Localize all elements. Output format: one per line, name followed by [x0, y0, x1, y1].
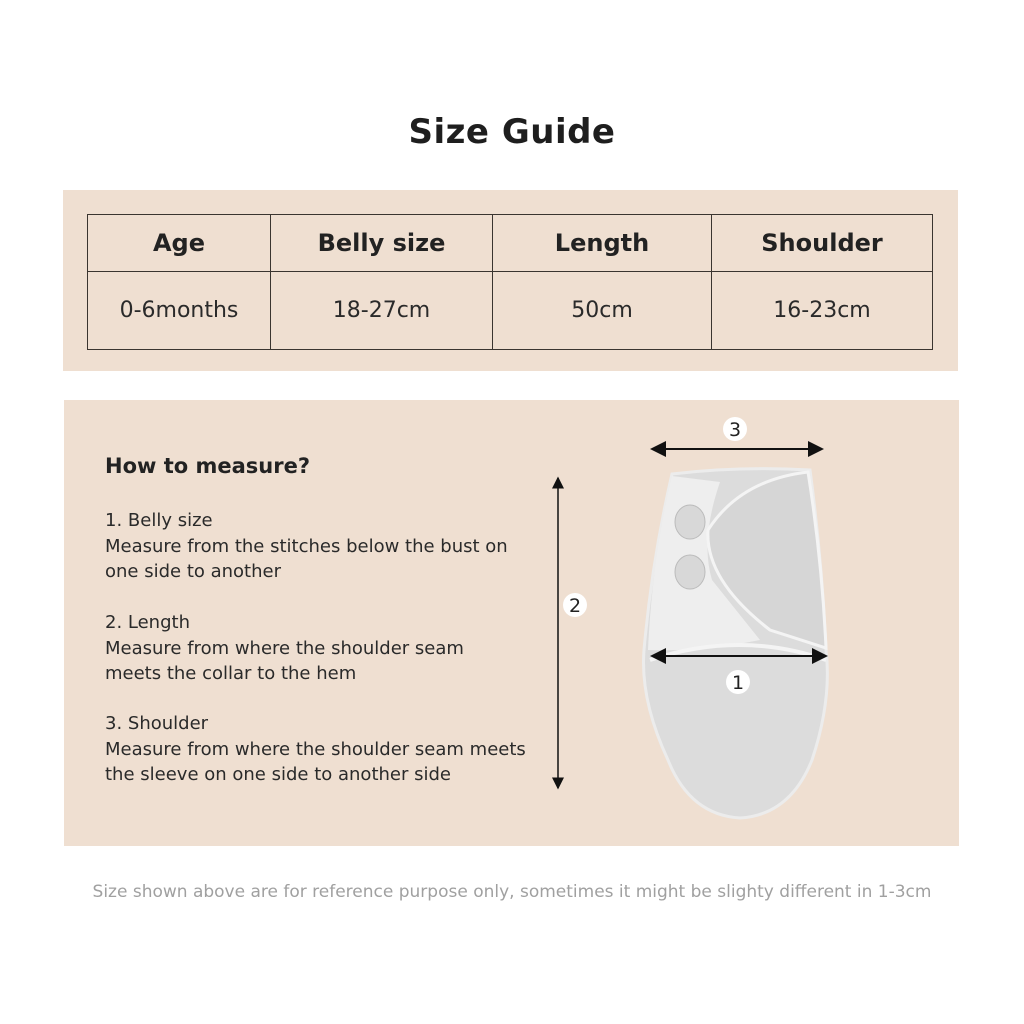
cell-shoulder: 16-23cm	[712, 272, 933, 350]
instruction-text: Measure from where the shoulder seam meets the collar to the hem	[105, 637, 464, 684]
instruction-text: Measure from the stitches below the bust on one side to another	[105, 535, 508, 582]
instruction-title: 1. Belly size	[105, 510, 213, 531]
instruction-title: 2. Length	[105, 612, 190, 633]
label-3: 3	[728, 419, 742, 441]
header-length: Length	[493, 215, 712, 272]
cell-age: 0-6months	[88, 272, 271, 350]
how-to-heading: How to measure?	[105, 454, 311, 478]
cell-belly: 18-27cm	[271, 272, 493, 350]
cell-length: 50cm	[493, 272, 712, 350]
instruction-title: 3. Shoulder	[105, 713, 209, 734]
page-title: Size Guide	[408, 112, 616, 152]
header-belly: Belly size	[271, 215, 493, 272]
instruction-text: Measure from where the shoulder seam meets the sleeve on one side to another side	[105, 738, 526, 785]
header-shoulder: Shoulder	[712, 215, 933, 272]
swaddle-image	[644, 469, 828, 818]
header-age: Age	[88, 215, 271, 272]
disclaimer-footer: Size shown above are for reference purpose only, sometimes it might be slighty different in 1-3cm	[92, 882, 932, 902]
label-2: 2	[568, 595, 582, 617]
label-1: 1	[731, 672, 745, 694]
